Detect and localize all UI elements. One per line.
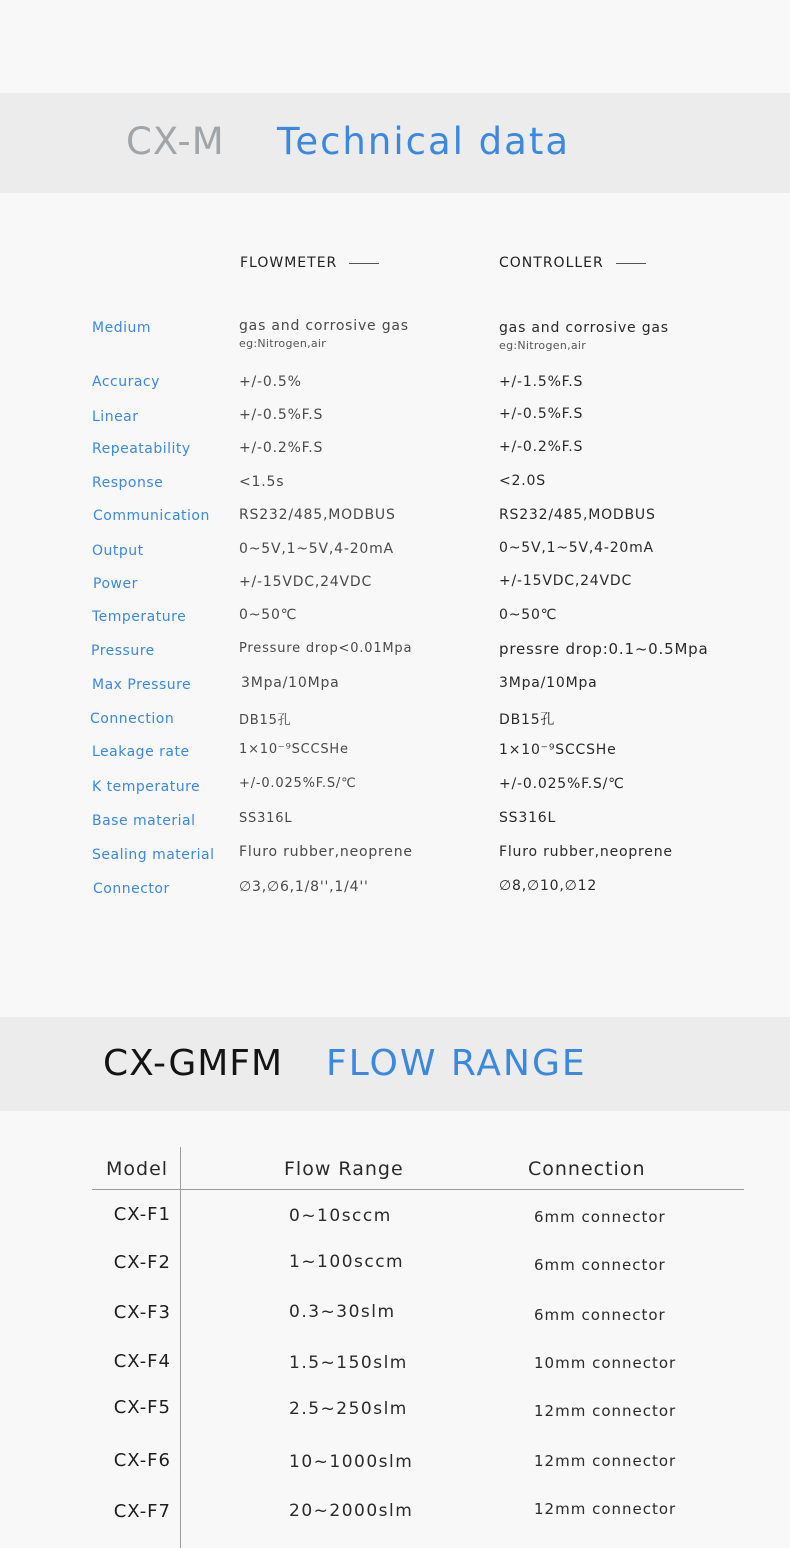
- connection-cell: 12mm connector: [534, 1500, 677, 1518]
- controller-value: Fluro rubber,neoprene: [499, 844, 673, 860]
- flow-range-cell: 0~10sccm: [289, 1206, 392, 1226]
- flow-range-cell: 0.3~30slm: [289, 1302, 396, 1322]
- spec-label: Output: [92, 543, 144, 559]
- flowmeter-value-main: gas and corrosive gas: [239, 318, 409, 334]
- spec-label: Pressure: [91, 643, 155, 659]
- model-cell: CX-F3: [113, 1302, 171, 1323]
- flowmeter-value: 0~50℃: [239, 607, 298, 623]
- flowmeter-value: SS316L: [239, 811, 293, 826]
- controller-value: SS316L: [499, 810, 557, 826]
- header-dash: [349, 263, 379, 264]
- spec-label: Communication: [93, 508, 210, 524]
- flow-range-cell: 1.5~150slm: [289, 1353, 408, 1373]
- model-cell: CX-F4: [113, 1351, 171, 1372]
- controller-value: 1×10⁻⁹SCCSHe: [499, 742, 617, 758]
- controller-value: +/-1.5%F.S: [499, 374, 584, 390]
- flowmeter-value: DB15孔: [239, 713, 292, 728]
- connection-cell: 6mm connector: [534, 1306, 666, 1324]
- header-dash: [616, 263, 646, 264]
- spec-label: Repeatability: [92, 441, 191, 457]
- spec-label: Max Pressure: [92, 677, 192, 693]
- spec-label: Linear: [92, 409, 139, 425]
- spec-label: Power: [93, 576, 138, 592]
- flowmeter-value: +/-15VDC,24VDC: [239, 574, 373, 590]
- flow-range-cell: 2.5~250slm: [289, 1399, 408, 1419]
- column-header-flowmeter-label: FLOWMETER: [240, 255, 338, 271]
- spec-label: Response: [92, 475, 164, 491]
- controller-value: ∅8,∅10,∅12: [499, 878, 598, 894]
- section-title-flow-range: FLOW RANGE: [326, 1043, 587, 1084]
- flowmeter-value: [239, 318, 409, 350]
- flowmeter-value: 3Mpa/10Mpa: [241, 675, 340, 691]
- connection-cell: 6mm connector: [534, 1208, 666, 1226]
- section-title-model: CX-GMFM: [103, 1043, 284, 1084]
- model-cell: CX-F5: [113, 1397, 171, 1418]
- model-cell: CX-F6: [113, 1450, 171, 1471]
- spec-label: Accuracy: [92, 374, 160, 390]
- controller-value: pressre drop:0.1~0.5Mpa: [499, 640, 709, 658]
- spec-label: Connector: [93, 881, 170, 897]
- flowmeter-value: 0~5V,1~5V,4-20mA: [239, 541, 394, 557]
- flowmeter-value: Pressure drop<0.01Mpa: [239, 641, 413, 656]
- table-header-divider: [92, 1189, 744, 1190]
- flowmeter-value: RS232/485,MODBUS: [239, 507, 396, 523]
- controller-value-sub: eg:Nitrogen,air: [499, 339, 587, 352]
- section-title-model: CX-M: [126, 120, 225, 163]
- spec-label: Base material: [92, 813, 196, 829]
- flowmeter-value: 1×10⁻⁹SCCSHe: [239, 742, 349, 757]
- connection-cell: 12mm connector: [534, 1452, 677, 1470]
- controller-value: 3Mpa/10Mpa: [499, 675, 598, 691]
- flowmeter-value: ∅3,∅6,1/8'',1/4'': [239, 879, 369, 895]
- flow-range-cell: 10~1000slm: [289, 1452, 414, 1472]
- connection-cell: 10mm connector: [534, 1354, 677, 1372]
- controller-value: +/-0.025%F.S/℃: [499, 776, 625, 792]
- connection-cell: 12mm connector: [534, 1402, 677, 1420]
- table-vertical-divider: [180, 1147, 181, 1548]
- flow-range-cell: 20~2000slm: [289, 1501, 414, 1521]
- model-cell: CX-F1: [113, 1204, 171, 1225]
- controller-value: +/-15VDC,24VDC: [499, 573, 633, 589]
- flowmeter-value: +/-0.5%F.S: [239, 407, 324, 423]
- table-header-model: Model: [106, 1158, 169, 1180]
- spec-label: Medium: [92, 320, 151, 336]
- controller-value: [499, 320, 669, 352]
- flowmeter-value: <1.5s: [239, 474, 285, 490]
- controller-value: +/-0.5%F.S: [499, 406, 584, 422]
- controller-value: <2.0S: [499, 473, 546, 489]
- table-header-connection: Connection: [528, 1158, 646, 1180]
- spec-label: Sealing material: [92, 847, 215, 863]
- connection-cell: 6mm connector: [534, 1256, 666, 1274]
- flow-range-cell: 1~100sccm: [289, 1252, 405, 1272]
- column-header-controller: [499, 255, 646, 271]
- spec-label: K temperature: [92, 779, 201, 795]
- flowmeter-value: +/-0.025%F.S/℃: [239, 776, 357, 791]
- model-cell: CX-F2: [113, 1252, 171, 1273]
- flowmeter-value: +/-0.5%: [239, 374, 302, 390]
- controller-value-main: gas and corrosive gas: [499, 320, 669, 336]
- controller-value: RS232/485,MODBUS: [499, 507, 656, 523]
- section-title-technical-data: Technical data: [277, 120, 570, 163]
- model-cell: CX-F7: [113, 1501, 171, 1522]
- flowmeter-value: Fluro rubber,neoprene: [239, 844, 413, 860]
- column-header-controller-label: CONTROLLER: [499, 255, 604, 271]
- controller-value: 0~5V,1~5V,4-20mA: [499, 540, 654, 556]
- controller-value: 0~50℃: [499, 607, 558, 623]
- flowmeter-value-sub: eg:Nitrogen,air: [239, 337, 327, 350]
- spec-label: Temperature: [92, 609, 187, 625]
- controller-value: DB15孔: [499, 712, 556, 728]
- table-header-flow-range: Flow Range: [284, 1158, 404, 1180]
- controller-value: +/-0.2%F.S: [499, 439, 584, 455]
- column-header-flowmeter: [240, 255, 379, 271]
- spec-label: Leakage rate: [92, 744, 190, 760]
- flowmeter-value: +/-0.2%F.S: [239, 440, 324, 456]
- spec-label: Connection: [90, 711, 175, 727]
